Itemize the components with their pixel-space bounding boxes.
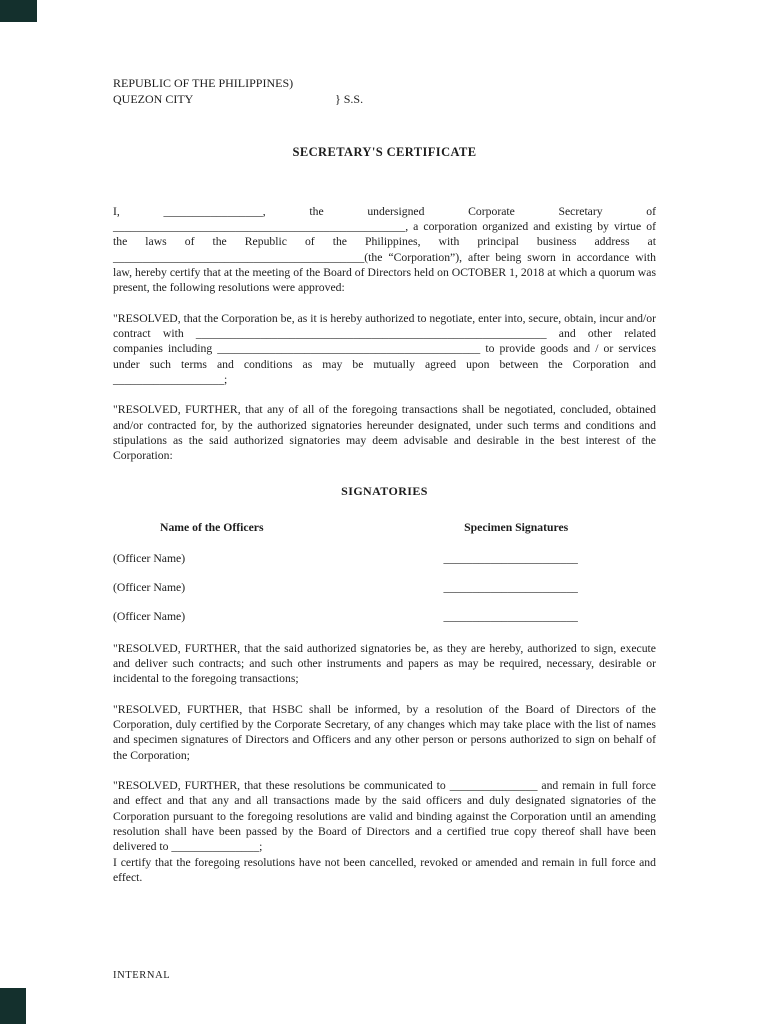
signatory-row bbox=[113, 581, 656, 594]
paragraph-resolved-1: "RESOLVED, that the Corporation be, as it is hereby authorized to negotiate, enter into, secure, obtain, incur and/or contract with ____________________________________________________________ and other related companies including _____________________________________________ to provide goods and / or services under such terms and conditions as may be mutually agreed upon between the Corporation and ___________________; bbox=[113, 311, 656, 386]
paragraph-resolved-5: "RESOLVED, FURTHER, that these resolutions be communicated to _______________ and remain in full force and effect and that any and all transactions made by the said officers and duly designated signatories of the Corporation pursuant to the foregoing resolutions are valid and binding against the Corporation until an amending resolution shall have been passed by the Board of Directors and a certified true copy thereof shall have been delivered to _______________; bbox=[113, 778, 656, 854]
document-title: SECRETARY'S CERTIFICATE bbox=[292, 144, 477, 159]
signatories-title: SIGNATORIES bbox=[341, 483, 428, 498]
document-content bbox=[113, 76, 656, 885]
venue-line-republic: REPUBLIC OF THE PHILIPPINES) bbox=[113, 76, 294, 90]
column-header-officer-names: Name of the Officers bbox=[160, 520, 264, 534]
venue-block bbox=[113, 76, 656, 108]
venue-city: QUEZON CITY bbox=[113, 91, 194, 106]
signature-line: _______________________ bbox=[443, 580, 578, 594]
officer-name-placeholder: (Officer Name) bbox=[113, 609, 186, 623]
venue-line-city bbox=[113, 92, 656, 108]
signatory-row bbox=[113, 610, 656, 623]
scan-corner-top-left bbox=[0, 0, 37, 22]
paragraph-resolved-2: "RESOLVED, FURTHER, that any of all of the foregoing transactions shall be negotiated, concluded, obtained and/or contracted for, by the authorized signatories hereunder designated, under such terms and conditions and stipulations as the said authorized signatories may deem advisable and desirable in the best interest of the Corporation: bbox=[113, 403, 656, 463]
footer-classification-label: INTERNAL bbox=[113, 970, 171, 981]
signatories-header-row bbox=[113, 521, 656, 534]
paragraph-resolved-4: "RESOLVED, FURTHER, that HSBC shall be informed, by a resolution of the Board of Directors of the Corporation, duly certified by the Corporate Secretary, of any changes which may take place with the list of names and specimen signatures of Directors and Officers and any other person or persons authorized to sign on behalf of the Corporation; bbox=[113, 702, 656, 762]
paragraph-certification: I certify that the foregoing resolutions have not been cancelled, revoked or amended and remain in full force and effect. bbox=[113, 855, 656, 884]
signatories-table bbox=[113, 521, 656, 623]
venue-ss: } S.S. bbox=[335, 91, 364, 106]
scan-corner-bottom-left bbox=[0, 988, 26, 1024]
signatory-row bbox=[113, 552, 656, 565]
paragraph-resolved-3: "RESOLVED, FURTHER, that the said authorized signatories be, as they are hereby, authorized to sign, execute and deliver such contracts; and such other instruments and papers as may be required, necessary, desirable or incidental to the foregoing transactions; bbox=[113, 641, 656, 686]
column-header-specimen-signatures: Specimen Signatures bbox=[464, 520, 569, 534]
officer-name-placeholder: (Officer Name) bbox=[113, 551, 186, 565]
signature-line: _______________________ bbox=[443, 551, 578, 565]
paragraph-intro: I, _________________, the undersigned Corporate Secretary of __________________________________________________, a corporation organized and existing by virtue of the laws of the Republic of the Philippines, with principal business address at ___________________________________________(the “Corporation”), after being sworn in accordance with law, hereby certify that at the meeting of the Board of Directors held on OCTOBER 1, 2018 at which a quorum was present, the following resolutions were approved: bbox=[113, 204, 656, 295]
signature-line: _______________________ bbox=[443, 609, 578, 623]
officer-name-placeholder: (Officer Name) bbox=[113, 580, 186, 594]
